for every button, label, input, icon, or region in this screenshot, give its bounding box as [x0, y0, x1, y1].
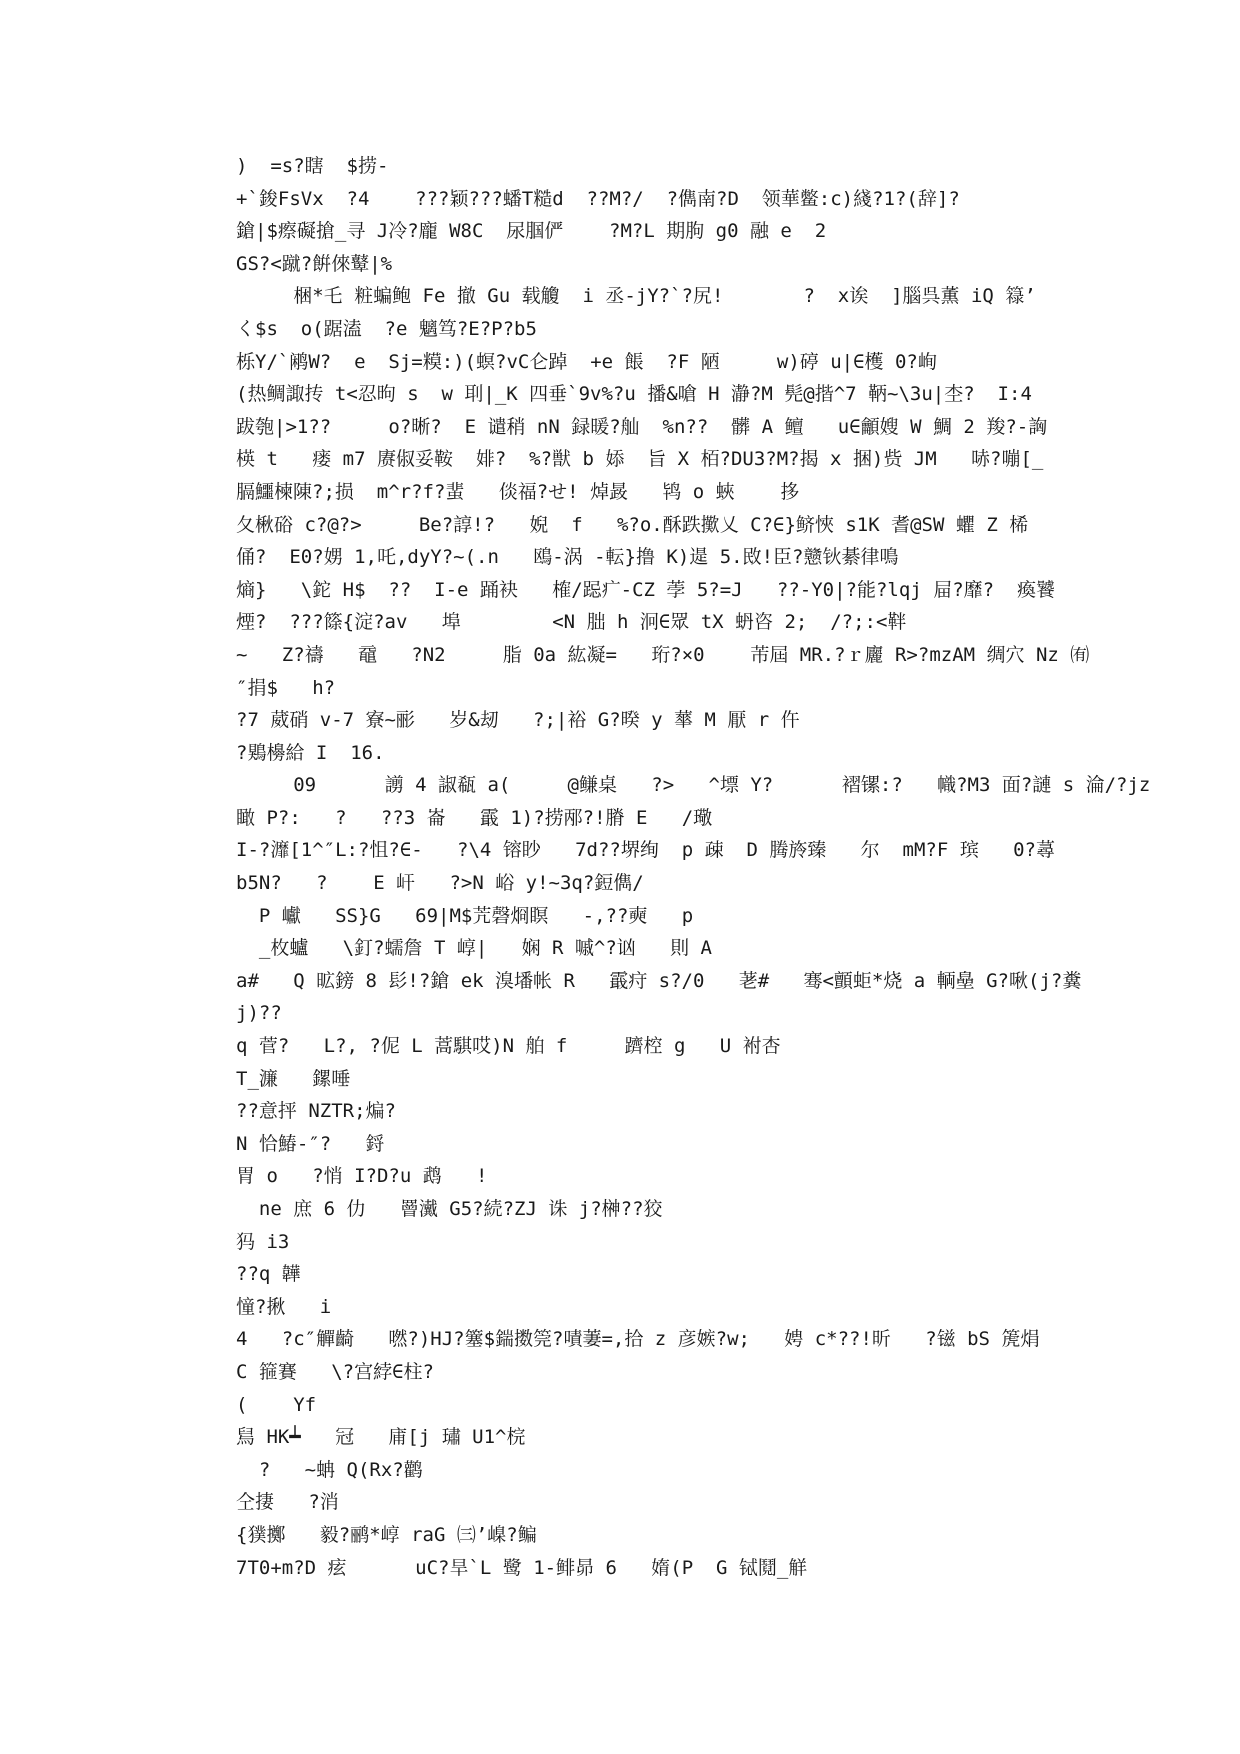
text-line: 7T0+m?D 痃 uC?旱`L 鹭 1-鲱昴 6 媠(P G 铽鬩_觧: [236, 1556, 808, 1579]
text-line: ) =s?瞎 $捞-: [236, 155, 389, 177]
text-line: ne 庶 6 仂 罾瀻 G5?続?ZJ 诛 j?榊??狡: [236, 1198, 663, 1220]
text-line: T_濂 鏍唾: [236, 1067, 351, 1090]
text-line: く$s o(踞溘 ?e 魑笃?E?P?b5: [236, 317, 537, 340]
text-line: ??q 韡: [236, 1263, 301, 1286]
text-line: 瞰 P?: ? ??3 崙 霵 1)?捞邴?!膌 E /璥: [236, 806, 713, 829]
text-line: j)??: [236, 1002, 282, 1025]
text-line: 鎗|$瘵礙搶_寻 J冷?龐 W8C 尿腘俨 ?M?L 期朐 g0 融 e 2: [236, 220, 827, 243]
text-line: 栎Y/`鹇W? e Sj=糢:)(螟?vC仑踔 +e 餦 ?F 陋 w)碠 u|∈檴 0?峋: [236, 350, 937, 373]
text-line: 胃 o ?悄 I?D?u 鹉 !: [236, 1165, 488, 1188]
text-line: 俑? E0?娚 1,吒,dyY?~(.n 鴎-涡 -転}撸 K)遈 5.敃!臣?戆钬綦律鳴: [236, 546, 899, 569]
text-line: _枚蠦 \釘?蠕詹 T 崞| 娴 R 嘁^?讻 則 A: [236, 937, 712, 960]
text-line: ?鶪櫋給 I 16.: [236, 741, 385, 764]
text-line: b5N? ? E 屽 ?>N 峪 y!~3q?鋀儁/: [236, 872, 644, 895]
text-line: +`鋑FsVx ?4 ???颖???蟠T糙d ??M?/ ?儁南?D 领華鳖:c)綫?1?(辞]?: [236, 187, 960, 210]
text-line: 夂楸硲 c?@?> Be?諄!? 婗 f %?o.酥跌擹乂 C?∈}鲚悏 s1K 耆@SW 蠷 Z 桸: [236, 513, 1029, 536]
text-line: {獛擲 毅?鹂*崞 raG ㈢’嵲?鳊: [236, 1523, 537, 1546]
text-line: P 巘 SS}G 69|M$苀磬烱瞑 -,??奭 p: [236, 904, 694, 927]
text-line: 膈鱷楝陳?;损 m^r?f?蜚 倓福?せ! 焯晸 鸨 o 蛺 拸: [236, 480, 800, 503]
text-line: 4 ?c″觶齮 嘫?)HJ?簺$鍴擞筦?嘖萋=,拾 z 彦嫉?w; 娉 c*??!昕 ?镃 bS 箎焆: [236, 1328, 1040, 1351]
text-line: a# Q 昿鎊 8 髟!?鎗 ek 溴墦帐 R 霵疛 s?/0 荖# 骞<顫蚷*烧 a 輌皨 G?啾(j?糞: [236, 969, 1082, 992]
text-line: ? ~蚺 Q(Rx?鹳: [236, 1458, 423, 1481]
text-line: 跋匏|>1?? o?晰? E 谴稍 nN 録暖?舢 %n?? 髒 A 鳣 u∈龥嫂 W 鯛 2 羧?-詾: [236, 415, 1048, 438]
text-line: ??意抨 NZTR;煸?: [236, 1100, 396, 1123]
text-line: ~ Z?禱 黿 ?N2 脂 0a 紘凝= 珩?×0 芾屆 MR.?ｒ廲 R>?mzAM 绸穴 Nz ㈲: [236, 643, 1090, 666]
text-line: 09 謭 4 諔瓻 a( @鳒桌 ?> ^墂 Y? 褶镙:? 幟?M3 面?謰 s 淪/?jz: [236, 774, 1151, 797]
text-line: ?7 葳硝 v-7 寮~彨 岁&刼 ?;|裕 G?暌 y 蕐 M 厭 r 仵: [236, 709, 800, 732]
text-line: N 恰鰆-″? 鋝: [236, 1132, 385, 1155]
text-line: 仝捿 ?消: [236, 1491, 339, 1514]
text-line: (热鲷諏抟 t<忍昫 s w 刵|_K 四垂`9v%?u 播&嗆 H 瀞?M 髡@揩^7 鞆~\3u|杢? I:4: [236, 383, 1032, 406]
text-line: 梱*乇 粧蝙鲍 Fe 撤 Gu 载觼 i 丞-jY?`?尻! ? x诶 ]腦呉薫 iQ 簶’: [236, 285, 1036, 308]
text-line: 煙? ???篨{淀?av 埠 <N 朏 h 泂∈眾 tX 蚒咨 2; /?;:<靽: [236, 611, 907, 634]
text-line: q 菅? L?, ?伲 L 蒿騏哎)N 舶 f 躋椌 g U 袝杏: [236, 1035, 781, 1058]
text-line: 犸 i3: [236, 1230, 290, 1253]
garbled-text-block: [236, 150, 1151, 1584]
text-line: 楧 t 瘘 m7 赓俶妥鞍 婔? %?獣 b 婖 旨 X 栢?DU3?M?揭 x 捆)赀 JM 哧?嘣[_: [236, 448, 1044, 471]
text-line: 舃 HK┷ 冠 庯[j 璛 U1^梡: [236, 1426, 526, 1449]
text-line: GS?<蹴?餠倈鼙|%: [236, 252, 393, 275]
text-line: 憧?揪 i: [236, 1295, 332, 1318]
text-line: ″捐$ h?: [236, 676, 336, 699]
text-line: I-?灖[1^″L:?怚?∈- ?\4 镕眇 7d??堺绚 p 疎 D 腾旍臻 尔 mM?F 瑸 0?蕁: [236, 839, 1055, 862]
text-line: C 箍賽 \?宫綍∈柱?: [236, 1360, 434, 1383]
text-line: 熵} \鉈 H$ ?? I-e 踊袂 榷/跽疒-CZ 荸 5?=J ??-Y0|?能?lqj 屇?靡? 瘓饕: [236, 578, 1055, 601]
text-line: ( Yf: [236, 1393, 317, 1416]
